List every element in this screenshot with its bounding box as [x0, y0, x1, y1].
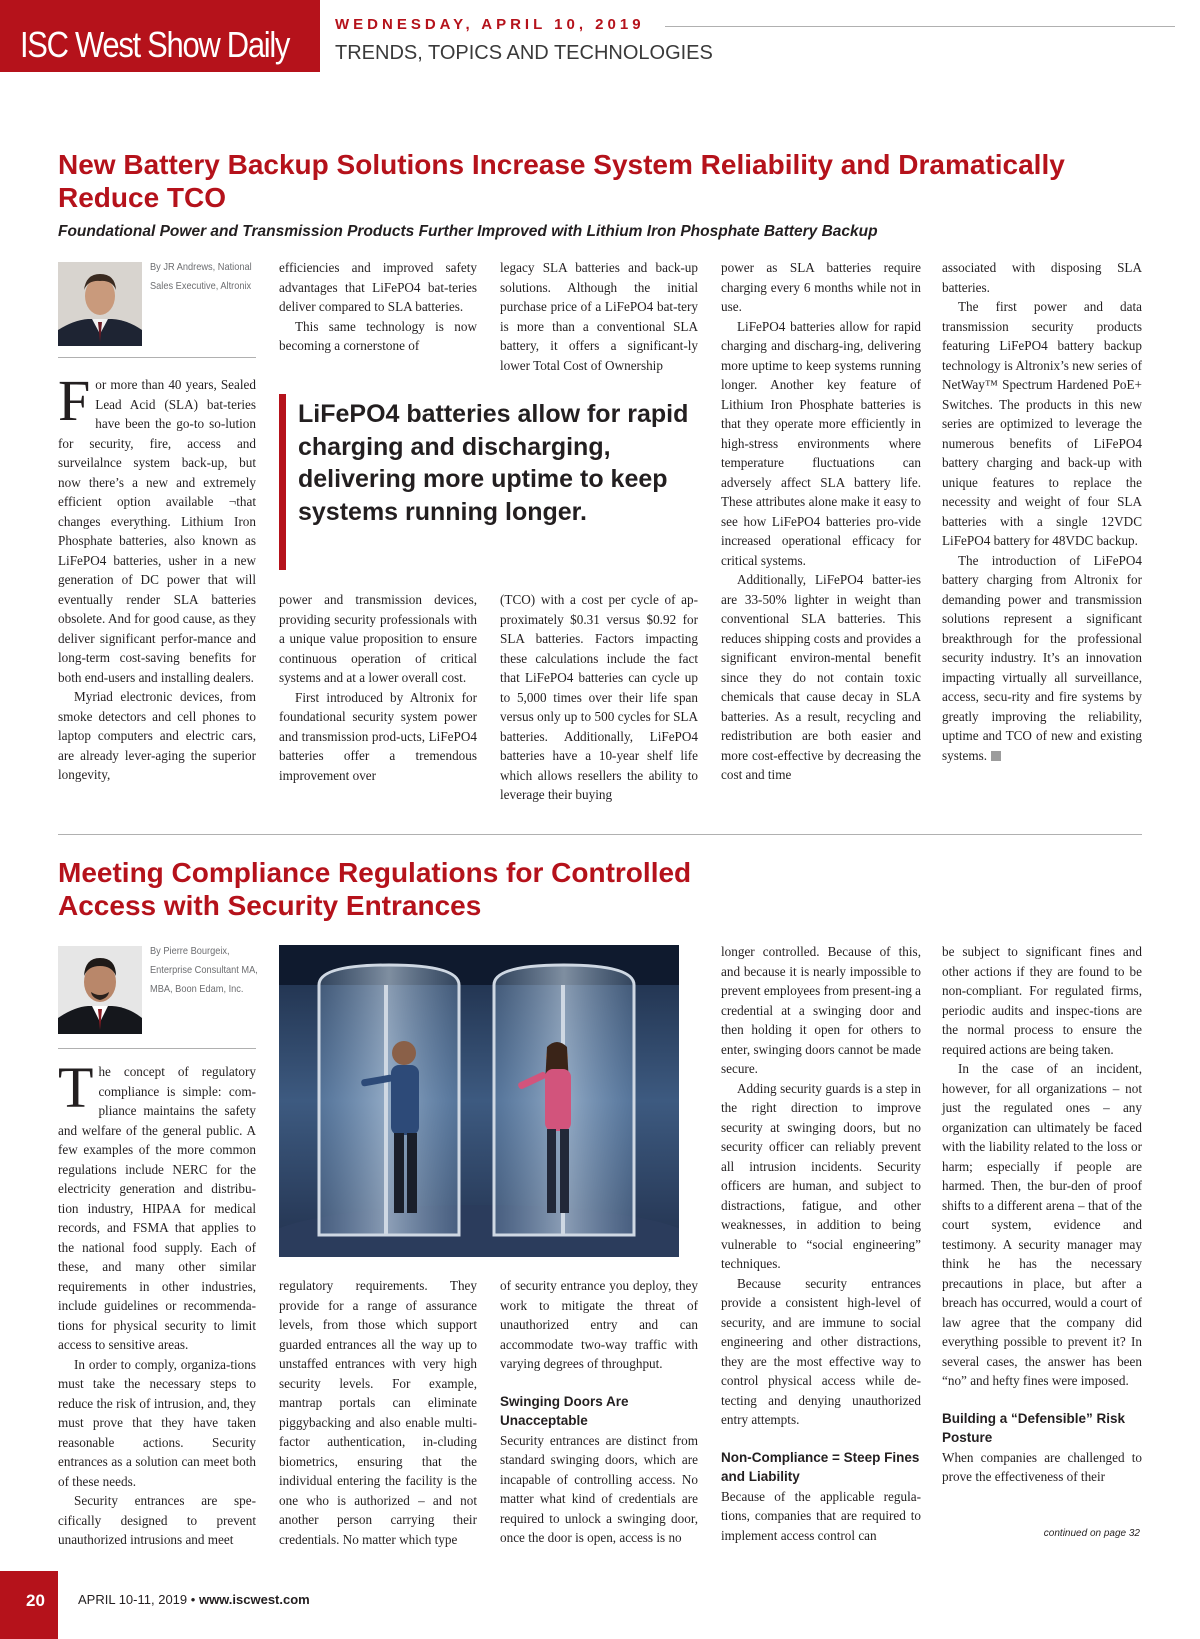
subsection-heading: Swinging Doors Are Unacceptable — [500, 1393, 629, 1428]
body-paragraph: Because of the applicable regula-tions, companies that are required to implement access control can — [721, 1488, 921, 1543]
website-link[interactable]: www.iscwest.com — [198, 1592, 310, 1607]
body-paragraph: Security entrances are spe-cifically designed to prevent unauthorized intrusions and meet — [58, 1493, 256, 1547]
article-1-subhead: Foundational Power and Transmission Products Further Improved with Lithium Iron Phosphate Battery Backup — [58, 223, 878, 240]
body-paragraph: (TCO) with a cost per cycle of ap-proximately $0.31 versus $0.92 for SLA batteries. Factors impacting these calculations include the fact that LiFePO4 batteries can cycle up to 5,000 times over their life span versus only up to 500 cycles for SLA batteries. Additionally, LiFePO4 batteries have a 10-year shelf life which allows resellers the ability to leverage their buying — [500, 592, 698, 802]
body-paragraph: legacy SLA batteries and back-up solutions. Although the initial purchase price of a LiFePO4 bat-tery is more than a conventional SLA battery, it offers a significant-ly lower Total Cost of Ownership — [500, 260, 698, 373]
footer-info — [78, 1592, 310, 1607]
article-1-column-3-top — [500, 258, 698, 375]
article-2-column-2 — [279, 1276, 477, 1549]
byline-author: By JR Andrews, National — [150, 261, 252, 273]
pull-quote-bar — [279, 394, 286, 570]
byline-title: Enterprise Consultant MA, — [150, 964, 258, 976]
author-photo-pierre-bourgeix — [58, 946, 142, 1034]
body-paragraph: First introduced by Altronix for foundational security system power and transmission prod-ucts, LiFePO4 batteries offer a tremendous improvement over — [279, 689, 477, 783]
masthead-divider — [665, 26, 1175, 27]
article-2-byline — [150, 942, 258, 999]
article-1-headline: New Battery Backup Solutions Increase System Reliability and Dramatically Reduce TCO — [58, 149, 1065, 213]
byline-divider — [58, 357, 256, 358]
article-2-column-4 — [721, 942, 921, 1545]
body-paragraph: he concept of regulatory compliance is simple: com-pliance maintains the safety and welfare of the general public. A few examples of the more common regulations include NERC for the electricity generation and distribu-tion industry, HIPAA for medical records, and FSMA that applies to the national food supply. Each of these, and many other similar requirements in other industries, include guidelines or recommenda-tions for physical security to limit access to sensitive areas. — [58, 1064, 256, 1352]
body-paragraph — [942, 551, 1142, 766]
body-paragraph: The first power and data transmission security products featuring LiFePO4 battery backup technology is Altronix’s new series of NetWay™ Spectrum Hardened PoE+ Switches. The products in this new series are optimized to leverage the numerous benefits of LiFePO4 battery charging and back-up with unique features to replace the necessity and weight of four SLA batteries with a single 12VDC LiFePO4 battery for 48VDC backup. — [942, 299, 1142, 548]
author-photo-jr-andrews — [58, 262, 142, 346]
article-1-column-2-bottom — [279, 590, 477, 785]
drop-cap: T — [58, 1055, 94, 1120]
section-tagline: TRENDS, TOPICS AND TECHNOLOGIES — [335, 42, 713, 64]
pull-quote: LiFePO4 batteries allow for rapid charging and discharging, delivering more uptime to keep systems running longer. — [298, 400, 689, 526]
article-divider — [58, 834, 1142, 835]
body-paragraph: LiFePO4 batteries allow for rapid charging and discharg-ing, delivering more uptime to keep systems running longer. Another key feature of Lithium Iron Phosphate batteries is that they operate more efficiently in high-stress environments where temperature fluctuations can adversely affect SLA battery life. These attributes alone make it easy to see how LiFePO4 batteries pro-vide increased operational efficacy for critical systems. — [721, 318, 921, 568]
article-1-column-1 — [58, 368, 256, 785]
publication-title: ISC West Show Daily — [20, 24, 290, 65]
body-paragraph: of security entrance you deploy, they work to mitigate the threat of unauthorized entry and can accommodate two-way traffic with varying degrees of throughput. — [500, 1278, 698, 1371]
article-1-byline — [150, 258, 252, 296]
final-paragraph-text: The introduction of LiFePO4 battery charging from Altronix for demanding power and transmission solutions represent a significant breakthrough for the professional security industry. It’s an innovation impacting virtually all surveillance, access, secu-rity and fire systems by greatly improving the reliability, uptime and TCO of new and existing systems. — [942, 552, 1142, 763]
end-of-article-mark — [991, 751, 1001, 761]
byline-divider — [58, 1048, 256, 1049]
body-paragraph: power and transmission devices, providing security professionals with a unique value proposition to ensure continuous operation of critical systems and at a lower overall cost. — [279, 592, 477, 685]
body-paragraph: efficiencies and improved safety advantages that LiFePO4 bat-teries deliver compared to SLA batteries. — [279, 260, 477, 314]
body-paragraph: regulatory requirements. They provide for a range of assurance levels, from those which support guarded entrances all the way up to unstaffed entrances with very high security levels. For example, mantrap portals can eliminate piggybacking and also enable multi-factor authentication, in-cluding biometrics, ensuring that the individual entering the facility is the one who is authorized – and not another person carrying their credentials. No matter which type — [279, 1278, 477, 1547]
continued-on-link[interactable]: continued on page 32 — [1043, 1528, 1140, 1539]
subsection-heading: Non-Compliance = Steep Fines and Liability — [721, 1449, 920, 1484]
body-paragraph: power as SLA batteries require charging every 6 months while not in use. — [721, 260, 921, 314]
body-paragraph: Myriad electronic devices, from smoke detectors and cell phones to laptop computers and electric cars, are already lever-aging the superior longevity, — [58, 689, 256, 782]
article-1-column-4 — [721, 258, 921, 785]
body-paragraph: associated with disposing SLA batteries. — [942, 260, 1142, 295]
security-entrance-photo — [279, 945, 679, 1257]
body-paragraph: Because security entrances provide a consistent high-level of security, and are immune to social engineering and other distractions, they are the most effective way to control physical access while de-tecting and denying unauthorized entry attempts. — [721, 1275, 921, 1427]
subsection-heading: Building a “Defensible” Risk Posture — [942, 1410, 1126, 1445]
body-paragraph: or more than 40 years, Sealed Lead Acid (SLA) bat-teries have been the go-to so-lution for security, fire, access and surveilalnce system back-up, but now there’s a new and extremely efficient option available ¬that changes everything. Lithium Iron Phosphate batteries, also known as LiFePO4 batteries, usher in a new generation of DC power that will eventually render SLA batteries obsolete. And for good cause, as they deliver significant perfor-mance and long-term cost-saving benefits for both end-users and installing dealers. — [58, 377, 256, 685]
drop-cap: F — [58, 368, 91, 433]
article-2-column-5 — [942, 942, 1142, 1487]
body-paragraph: In order to comply, organiza-tions must take the necessary steps to reduce the risk of intrusion, and, they must prove that they have taken reasonable actions. Security entrances as a solution can meet both of these needs. — [58, 1356, 256, 1489]
article-2-column-3 — [500, 1276, 698, 1548]
footer-bullet: • — [190, 1592, 196, 1607]
issue-date: WEDNESDAY, APRIL 10, 2019 — [335, 16, 645, 33]
article-2-column-1 — [58, 1055, 256, 1550]
body-paragraph: be subject to significant fines and other actions if they are found to be non-compliant. For regulated firms, periodic audits and inspec-tions are the normal process to ensure the required actions are being taken. — [942, 944, 1142, 1057]
byline-title: Sales Executive, Altronix — [150, 280, 252, 292]
article-1-column-3-bottom — [500, 590, 698, 805]
body-paragraph: When companies are challenged to prove the effectiveness of their — [942, 1449, 1142, 1484]
body-paragraph: This same technology is now becoming a cornerstone of — [279, 318, 477, 353]
body-paragraph: Adding security guards is a step in the right direction to improve security at swinging doors, but no security officer can reliably prevent all intrusion incidents. Security officers are human, and subject to distractions, fatigue, and other weaknesses, in addition to being vulnerable to “social engineering” techniques. — [721, 1080, 921, 1271]
article-1-column-2-top — [279, 258, 477, 356]
article-2-headline: Meeting Compliance Regulations for Controlled Access with Security Entrances — [58, 857, 692, 921]
article-1-column-5 — [942, 258, 1142, 765]
body-paragraph: longer controlled. Because of this, and because it is nearly impossible to prevent employees from present-ing a credential at a swinging door and then holding it open for others to enter, swinging doors cannot be made secure. — [721, 944, 921, 1076]
byline-company: MBA, Boon Edam, Inc. — [150, 983, 244, 995]
body-paragraph: In the case of an incident, however, for all organizations – not just the regulated ones – any organization can ultimately be faced with the liability related to the loss or harm; especially if people are harmed. Then, the bur-den of proof shifts to a different arena – that of the court system, evidence and testimony. A security manager may think he has the necessary precautions in place, but after a breach has occurred, would a court of law agree that the company did everything possible to prevent it? In several cases, the answer has been “no” and hefty fines were imposed. — [942, 1061, 1142, 1388]
page-number: 20 — [26, 1591, 45, 1610]
body-paragraph: Additionally, LiFePO4 batter-ies are 33-50% lighter in weight than conventional SLA batteries. This reduces shipping costs and provides a significant environ-mental benefit since they do not contain toxic chemicals that cause decay in SLA batteries. As a result, recycling and redistribution are both easier and more cost-effective by decreasing the cost and time — [721, 572, 921, 782]
body-paragraph: Security entrances are distinct from standard swinging doors, which are incapable of controlling access. No matter what kind of credentials are required to unlock a swinging door, once the door is open, access is no — [500, 1432, 698, 1545]
byline-author: By Pierre Bourgeix, — [150, 945, 230, 957]
footer-dates: APRIL 10-11, 2019 — [78, 1592, 188, 1607]
